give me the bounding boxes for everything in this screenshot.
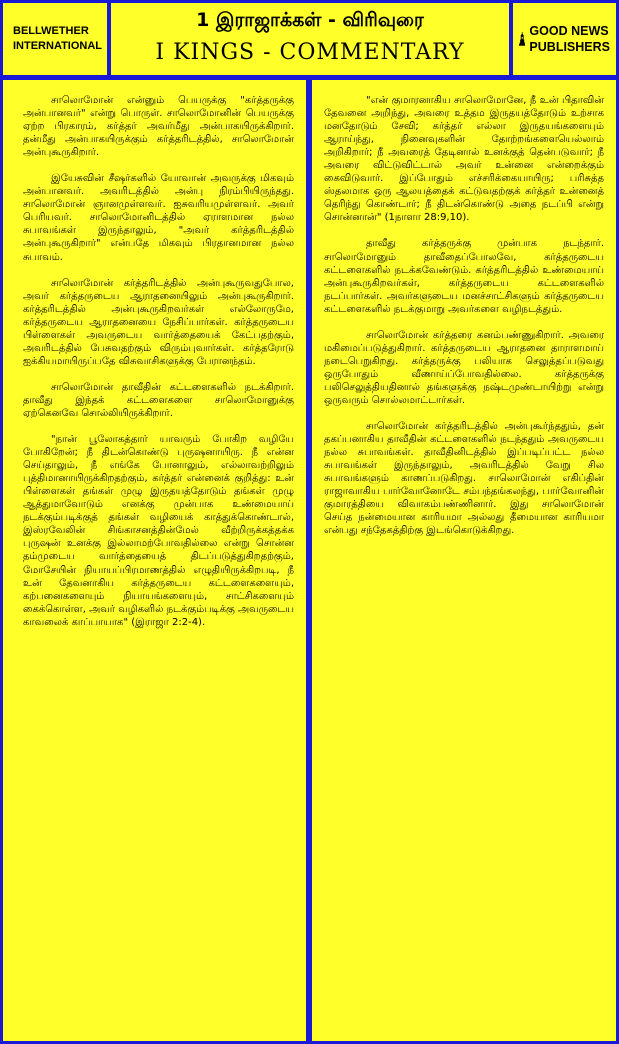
- title-tamil: 1 இராஜாக்கள் - விரிவுரை: [196, 9, 424, 31]
- paragraph: சாலொமோன் என்னும் பெயருக்கு "கர்த்தருக்கு அன்பானவர்" என்று பொருள். சாலொமோனின் பெயருக்கு ஏற்ற பிரகாரம், கர்த்தர் அவர்மீது அன்பாகயிருக்கிறார். தன்மீது அன்பாகயிருக்கும் கர்த்தரிடத்தில், சாலொமோன் அன்புகூருகிறார்.: [23, 95, 294, 159]
- paragraph: இயேசுவின் சீஷர்களில் யோவான் அவருக்கு மிகவும் அன்பானவர். அவரிடத்தில் அன்பு நிரம்பியிருந்தது. சாலொமோன் ஞானமுள்ளவர். ஐசுவரியமுள்ளவர். அவர் பெரியவர். சாலொமோனிடத்தில் ஏராளமான நல்ல சுபாவங்கள் இருந்தாலும், "அவர் கர்த்தரிடத்தில் அன்புகூருகிறார்" என்பதே மிகவும் பிரதானமான நல்ல சுபாவம்.: [23, 173, 294, 263]
- scripture-quote: "நான் பூலோகத்தார் யாவரும் போகிற வழியே போகிறேன்; நீ திடன்கொண்டு புருஷனாயிரு. நீ என்ன செய்தாலும், நீ எங்கே போனாலும், எல்லாவற்றிலும் புத்திமானாயிருக்கிறதற்கும், கர்த்தர் என்னைக் குறித்து: உன் பிள்ளைகள் தங்கள் முழு இருதயத்தோடும் தங்கள் முழு ஆத்துமாவோடும் எனக்கு முன்பாக உண்மையாய் நடக்கும்படிக்குத் தங்கள் வழியைக் காத்துக்கொண்டால், இஸ்ரவேலின் சிங்காசனத்தின்மேல் வீற்றிருக்கத்தக்க புருஷன் உனக்கு இல்லாமற்போவதில்லை என்று சொன்ன தம்முடைய வார்த்தையைத் திடப்படுத்துகிறதற்கும், மோசேயின் நியாயப்பிரமாணத்தில் எழுதியிருக்கிறபடி, நீ உன் தேவனாகிய கர்த்தருடைய கட்டளைகளையும், கற்பனைகளையும் நியாயங்களையும், சாட்சிகளையும் கைக்கொள்ள, அவர் வழிகளில் நடக்கும்படிக்கு அவருடைய காவலைக் காப்பாயாக" (இராஜா 2:2-4).: [23, 434, 294, 628]
- bellwether-logo: [3, 3, 107, 75]
- tower-icon: [519, 15, 525, 63]
- header-title-box: [111, 3, 509, 75]
- logo-left-line2: INTERNATIONAL: [13, 40, 103, 52]
- paragraph: தாவீது கர்த்தருக்கு முன்பாக நடந்தார். சாலொமோனும் தாவீதைப்போலவே, கர்த்தருடைய கட்டளைகளில் நடக்கவேண்டும். கர்த்தரிடத்தில் உண்மையாய் அன்புகூருகிறவர்கள், கர்த்தருடைய கட்டளைகளில் நடப்பார்கள். அவர்களுடைய மனச்சாட்சிகளும் கர்த்தருடைய கட்டளைகளில் நடக்குமாறு அவர்களை வழிநடத்தும்.: [324, 238, 604, 315]
- paragraph: சாலொமோன் கர்த்தரிடத்தில் அன்புகூருவதுபோல, அவர் கர்த்தருடைய ஆராதனையிலும் அன்புகூருகிறார். கர்த்தரிடத்தில் அன்புகூருகிறவர்கள் எல்லோருமே, கர்த்தருடைய ஆராதனையை நேசிப்பார்கள். கர்த்தருடைய பிள்ளைகள் அவருடைய வார்த்தையைக் கேட்பதற்கும், அவரிடத்தில் பேசுவதற்கும் விரும்புவார்கள். கர்த்தரோடு ஐக்கியமாயிருப்பதே விசுவாசிகளுக்கு பேரானந்தம்.: [23, 277, 294, 367]
- right-column: [312, 80, 616, 1041]
- scripture-quote: "என் குமாரனாகிய சாலொமோனே, நீ உன் பிதாவின் தேவனை அறிந்து, அவரை உத்தம இருதயத்தோடும் உற்சாக மனதோடும் சேவி; கர்த்தர் எல்லா இருதயங்களையும் ஆராய்ந்து, நினைவுகளின் தோற்றங்களையெல்லாம் அறிகிறார்; நீ அவரைத் தேடினால் உனக்குத் தென்படுவார்; நீ அவரை விட்டுவிட்டால் அவர் உன்னை என்றைக்கும் கைவிடுவார். இப்போதும் எச்சரிக்கையாயிரு; பரிசுத்த ஸ்தலமாக ஒரு ஆலயத்தைக் கட்டுவதற்குக் கர்த்தர் உன்னைத் தெரிந்து கொண்டார்; நீ திடன்கொண்டு அதை நடப்பி என்று சொன்னான்" (1நாளா 28:9,10).: [324, 95, 604, 224]
- good-news-logo: [513, 3, 616, 75]
- logo-right-line2: PUBLISHERS: [529, 40, 610, 54]
- paragraph: சாலொமோன் கர்த்தரிடத்தில் அன்புகூர்ந்ததும், தன் தகப்பனாகிய தாவீதின் கட்டளைகளில் நடந்ததும் அவருடைய நல்ல சுபாவங்கள். தாவீதினிடத்தில் இப்படிப்பட்ட நல்ல சுபாவங்கள் இருந்தாலும், அவரிடத்தில் வேறு சில சுபாவங்களும் காணப்படுகிறது. சாலொமோன் எகிப்தின் ராஜாவாகிய பார்வோனோடே சம்பந்தங்கலந்து, பார்வோனின் குமாரத்தியை விவாகம்பண்ணினார். இது சாலொமோன் செய்த நன்மையான காரியமா அல்லது தீமையான காரியமா என்பது சந்தேகத்திற்கு இடங்கொடுக்கிறது.: [324, 421, 604, 537]
- logo-left-line1: BELLWETHER: [13, 25, 89, 37]
- paragraph: சாலொமோன் தாவீதின் கட்டளைகளில் நடக்கிறார். தாவீது இந்தக் கட்டளைகளை சாலொமோனுக்கு ஏற்கெனவே சொல்லியிருக்கிறார்.: [23, 381, 294, 419]
- left-column: [3, 80, 306, 1041]
- paragraph: சாலொமோன் கர்த்தரை கனம்பண்ணுகிறார். அவரை மகிமைப்படுத்துகிறார். கர்த்தருடைய ஆராதனை தாராளமாய் நடைபெறுகிறது. கர்த்தருக்கு பலியாக செலுத்தப்படுவது ஒருபோதும் வீணாய்ப்போவதில்லை. கர்த்தருக்கு பலிசெலுத்தியதினால் தங்களுக்கு நஷ்டமுண்டாயிற்று என்று ஒருவரும் சொல்லமாட்டார்கள்.: [324, 329, 604, 406]
- logo-right-line1: GOOD NEWS: [529, 24, 609, 38]
- title-english: I KINGS - COMMENTARY: [155, 40, 465, 65]
